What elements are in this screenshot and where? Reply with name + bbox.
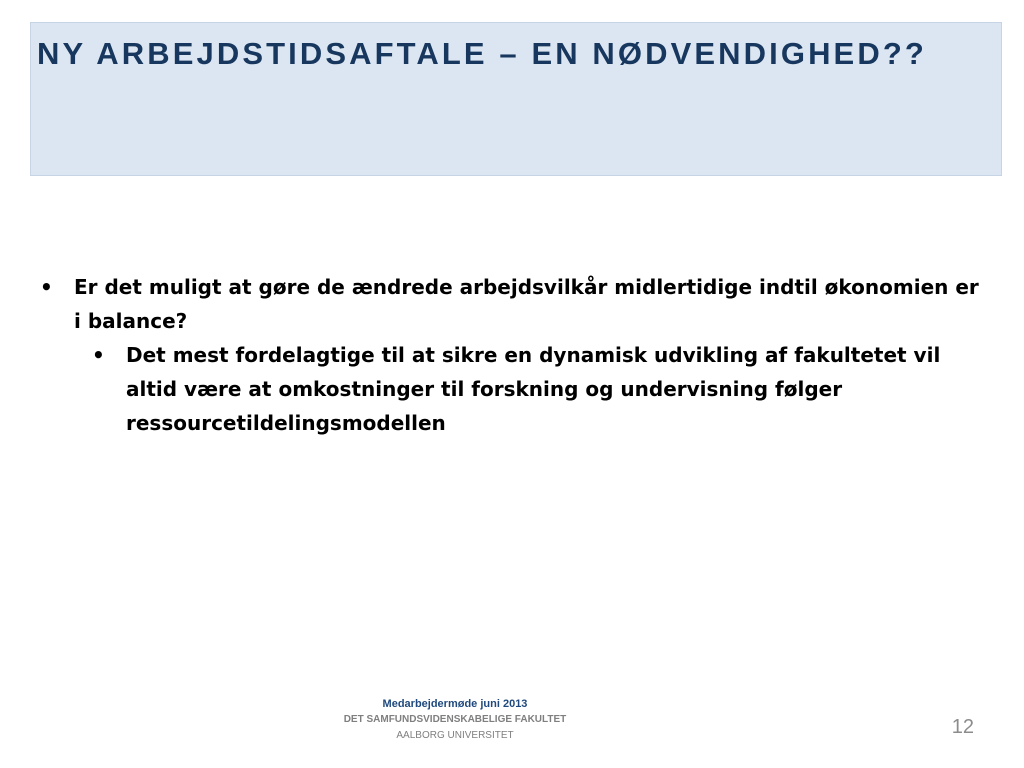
sub-bullet-item bbox=[92, 338, 990, 440]
footer-event: Medarbejdermøde juni 2013 bbox=[382, 698, 528, 710]
slide-title: NY ARBEJDSTIDSAFTALE – EN NØDVENDIGHED?? bbox=[37, 36, 927, 71]
title-banner bbox=[30, 22, 1002, 176]
sub-bullet-text: Det mest fordelagtige til at sikre en dynamisk udvikling af fakultetet vil altid være at omkostninger til forskning og undervisning følger ressourcetildelingsmodellen bbox=[126, 343, 941, 435]
bullet-item bbox=[40, 270, 990, 338]
bullet-marker: • bbox=[40, 275, 53, 299]
footer-university: AALBORG UNIVERSITET bbox=[396, 730, 514, 741]
slide-content bbox=[40, 270, 990, 440]
bullet-text: Er det muligt at gøre de ændrede arbejdsvilkår midlertidige indtil økonomien er i balance? bbox=[74, 275, 979, 333]
footer bbox=[290, 697, 620, 744]
page-number: 12 bbox=[951, 716, 974, 738]
sub-bullet-marker: • bbox=[92, 343, 105, 367]
footer-faculty: DET SAMFUNDSVIDENSKABELIGE FAKULTET bbox=[343, 714, 567, 725]
